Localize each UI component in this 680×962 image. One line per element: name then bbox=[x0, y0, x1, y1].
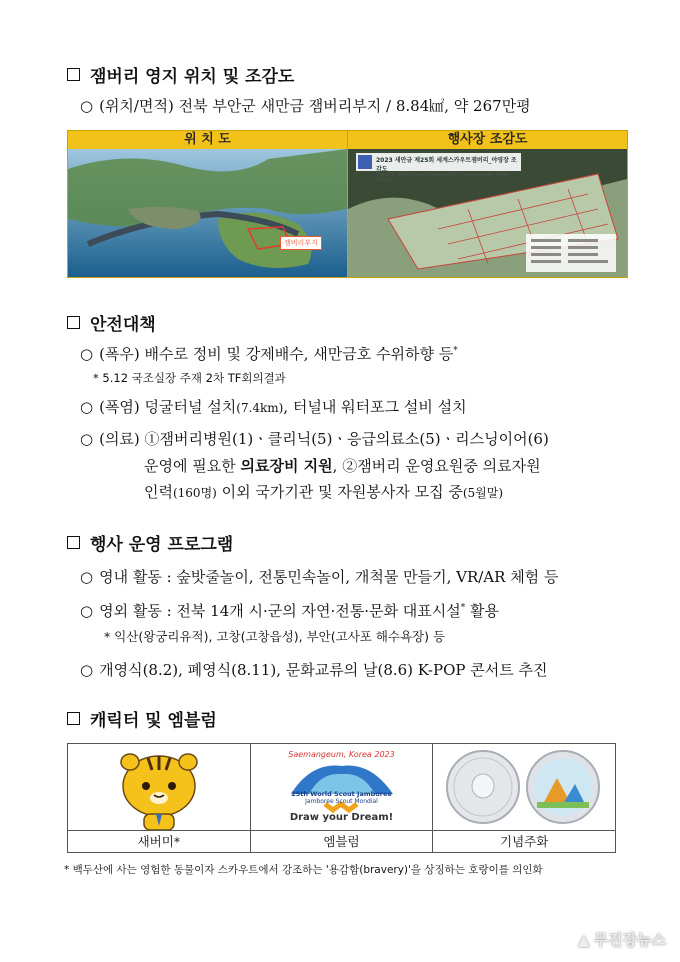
section-heading-location: 잼버리 영지 위치 및 조감도 bbox=[67, 62, 294, 87]
safety-medical-line-2: 운영에 필요한 의료장비 지원, ②잼버리 운영요원중 의료자원 bbox=[144, 457, 541, 475]
emblem-slogan: Draw your Dream! bbox=[289, 812, 394, 823]
coin-label: 기념주화 bbox=[500, 834, 549, 849]
aerial-map-graphic bbox=[68, 149, 347, 277]
tiger-mascot-image bbox=[68, 744, 250, 830]
program-outside-line: ○ 영외 활동 : 전북 14개 시·군의 자연·전통·문화 대표시설* 활용 bbox=[80, 602, 499, 620]
site-plan-image bbox=[347, 130, 628, 278]
site-plan-header: 행사장 조감도 bbox=[348, 131, 627, 149]
emblem-top-text: Saemangeum, Korea 2023 bbox=[288, 750, 395, 759]
location-map-header: 위 치 도 bbox=[68, 131, 347, 149]
safety-flood-line: ○ (폭우) 배수로 정비 및 강제배수, 새만금호 수위하향 등* bbox=[80, 345, 458, 363]
emblem-title: 25th World Scout Jamboree bbox=[291, 790, 392, 798]
location-line: ○ (위치/면적) 전북 부안군 새만금 잼버리부지 / 8.84㎢, 약 267만평 bbox=[80, 97, 531, 115]
safety-flood-note: * 5.12 국조실장 주재 2차 TF회의결과 bbox=[93, 371, 286, 385]
watermark: ▲ 무진장뉴스 bbox=[578, 930, 666, 949]
circle-bullet-icon: ○ bbox=[80, 398, 94, 416]
safety-medical-line-3: 인력(160명) 이외 국가기관 및 자원봉사자 모집 중(5월말) bbox=[144, 483, 504, 501]
safety-heat-line: ○ (폭염) 덩굴터널 설치(7.4km), 터널내 워터포그 설비 설치 bbox=[80, 398, 467, 416]
section-heading-program: 행사 운영 프로그램 bbox=[67, 530, 233, 555]
coin-cell bbox=[433, 744, 615, 830]
circle-bullet-icon: ○ bbox=[80, 345, 94, 363]
watermark-logo-icon: ▲ bbox=[578, 930, 590, 949]
circle-bullet-icon: ○ bbox=[80, 97, 94, 115]
mascot-label: 새버미* bbox=[68, 831, 251, 852]
circle-bullet-icon: ○ bbox=[80, 661, 94, 679]
checkbox-square-icon bbox=[67, 712, 80, 725]
character-emblem-table bbox=[67, 743, 616, 853]
mascot-footnote: * 백두산에 사는 영험한 동물이자 스카우트에서 강조하는 '용감함(bravery)'을 상징하는 호랑이를 의인화 bbox=[64, 864, 543, 876]
commemorative-coins-image bbox=[433, 744, 615, 830]
program-inside-line: ○ 영내 활동 : 숲밧줄놀이, 전통민속놀이, 개척물 만들기, VR/AR 체험 등 bbox=[80, 568, 559, 586]
checkbox-square-icon bbox=[67, 536, 80, 549]
program-outside-note: * 익산(왕궁리유적), 고창(고창읍성), 부안(고사포 해수욕장) 등 bbox=[104, 629, 446, 644]
site-plan-title: 2023 새만금 제25회 세계스카우트잼버리_야영장 조감도 bbox=[376, 157, 517, 173]
program-ceremony-line: ○ 개영식(8.2), 폐영식(8.11), 문화교류의 날(8.6) K-POP 콘서트 추진 bbox=[80, 661, 548, 679]
emblem-cell bbox=[251, 744, 434, 830]
circle-bullet-icon: ○ bbox=[80, 430, 94, 448]
checkbox-square-icon bbox=[67, 316, 80, 329]
emblem-subtitle: Jamboree Scout Mondial bbox=[305, 798, 378, 805]
section-heading-safety: 안전대책 bbox=[67, 310, 156, 335]
circle-bullet-icon: ○ bbox=[80, 568, 94, 586]
safety-medical-line-1: ○ (의료) ①잼버리병원(1)ㆍ클리닉(5)ㆍ응급의료소(5)ㆍ리스닝이어(6) bbox=[80, 430, 549, 448]
checkbox-square-icon bbox=[67, 68, 80, 81]
mascot-cell bbox=[68, 744, 251, 830]
site-plan-subtitle: The 25th World Scout Jamboree Site ( Saemangeum, Korea 2023 ) bbox=[376, 173, 509, 183]
emblem-label: 엠블럼 bbox=[251, 831, 434, 852]
site-label: 잼버리부지 bbox=[280, 236, 322, 250]
section-heading-character: 캐릭터 및 엠블럼 bbox=[67, 706, 217, 731]
circle-bullet-icon: ○ bbox=[80, 602, 94, 620]
location-map-image bbox=[67, 130, 348, 278]
